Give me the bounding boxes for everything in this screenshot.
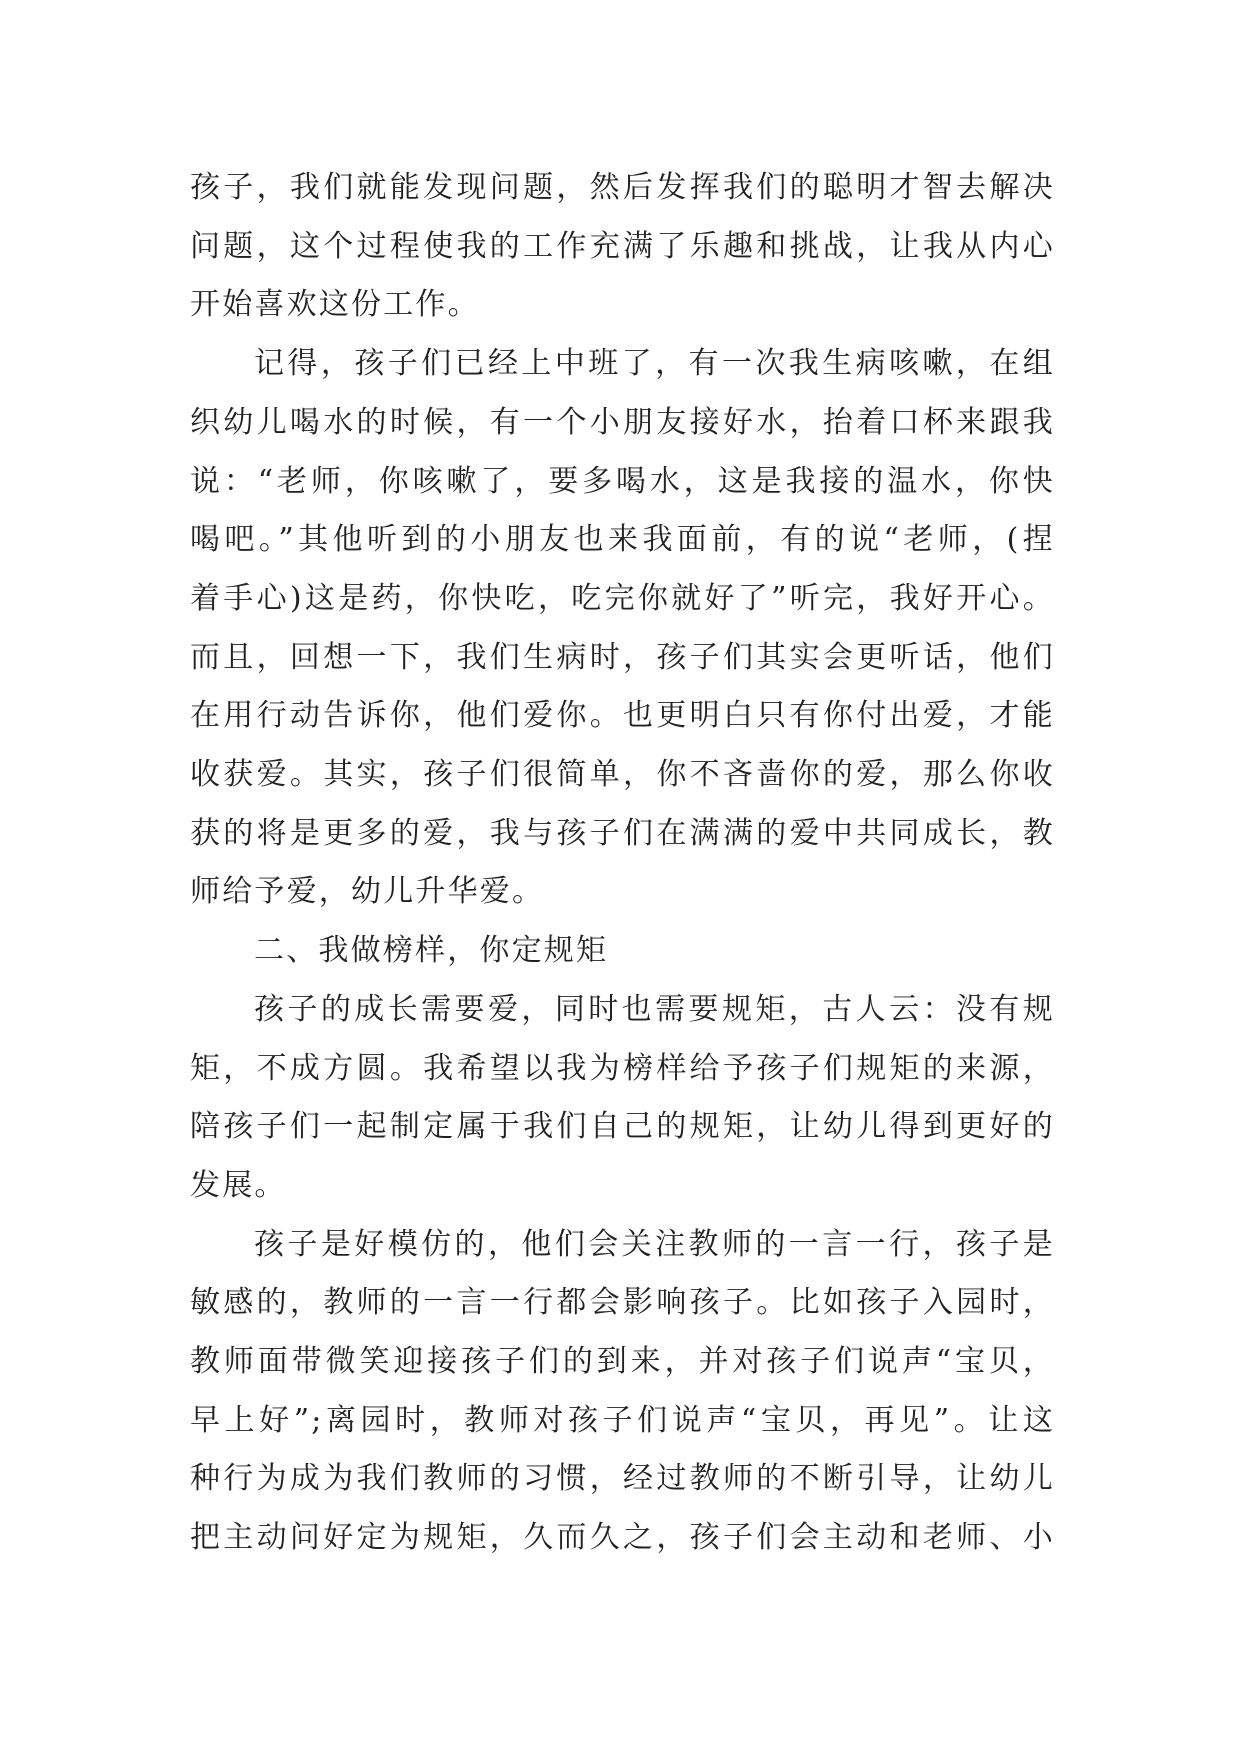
text-line: 孩子，我们就能发现问题，然后发挥我们的聪明才智去解决 <box>190 170 1055 205</box>
text-line: 教师面带微笑迎接孩子们的到来，并对孩子们说声“宝贝， <box>190 1344 1055 1380</box>
section-heading <box>190 922 1055 981</box>
text-line: 着手心)这是药，你快吃，吃完你就好了”听完，我好开心。 <box>190 580 1055 616</box>
text-line: 织幼儿喝水的时候，有一个小朋友接好水，抬着口杯来跟我 <box>190 404 1055 440</box>
heading-text: 二、我做榜样，你定规矩 <box>254 933 609 969</box>
text-line: 把主动问好定为规矩，久而久之，孩子们会主动和老师、小 <box>190 1520 1055 1556</box>
text-line: 师给予爱，幼儿升华爱。 <box>190 874 545 910</box>
paragraph-2 <box>190 335 1055 922</box>
text-line: 而且，回想一下，我们生病时，孩子们其实会更听话，他们 <box>190 639 1055 675</box>
text-line: 问题，这个过程使我的工作充满了乐趣和挑战，让我从内心 <box>190 228 1055 264</box>
text-line: 获的将是更多的爱，我与孩子们在满满的爱中共同成长，教 <box>190 815 1055 851</box>
text-line: 在用行动告诉你，他们爱你。也更明白只有你付出爱，才能 <box>190 698 1055 734</box>
text-line: 敏感的，教师的一言一行都会影响孩子。比如孩子入园时， <box>190 1285 1055 1321</box>
paragraph-4 <box>190 1216 1055 1568</box>
text-line: 发展。 <box>190 1167 287 1203</box>
text-line: 早上好”;离园时，教师对孩子们说声“宝贝，再见”。让这 <box>190 1402 1055 1438</box>
paragraph-3 <box>190 981 1055 1216</box>
text-line: 孩子的成长需要爱，同时也需要规矩，古人云：没有规 <box>254 991 1055 1027</box>
text-line: 孩子是好模仿的，他们会关注教师的一言一行，孩子是 <box>254 1226 1055 1262</box>
text-line: 说：“老师，你咳嗽了，要多喝水，这是我接的温水，你快 <box>190 463 1055 499</box>
text-line: 开始喜欢这份工作。 <box>190 287 480 323</box>
text-line: 陪孩子们一起制定属于我们自己的规矩，让幼儿得到更好的 <box>190 1109 1055 1145</box>
text-line: 收获爱。其实，孩子们很简单，你不吝啬你的爱，那么你收 <box>190 757 1055 793</box>
text-line: 矩，不成方圆。我希望以我为榜样给予孩子们规矩的来源， <box>190 1050 1055 1086</box>
document-body <box>190 159 1055 1568</box>
paragraph-1 <box>190 159 1055 335</box>
text-line: 记得，孩子们已经上中班了，有一次我生病咳嗽，在组 <box>254 346 1055 382</box>
text-line: 喝吧。”其他听到的小朋友也来我面前，有的说“老师，(捏 <box>190 522 1055 558</box>
text-line: 种行为成为我们教师的习惯，经过教师的不断引导，让幼儿 <box>190 1461 1055 1497</box>
